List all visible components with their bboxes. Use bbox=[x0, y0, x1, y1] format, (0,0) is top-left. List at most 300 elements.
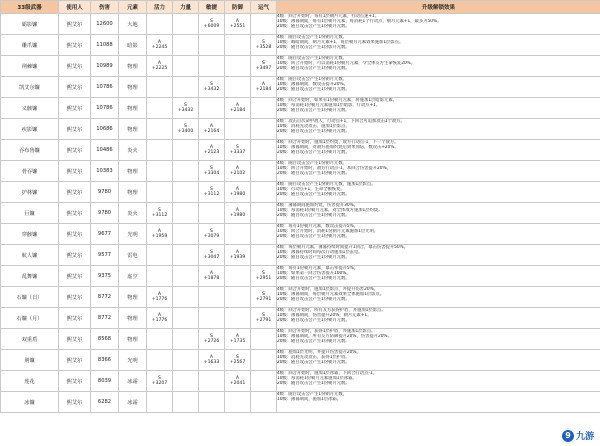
user-cell: 熙艾尔 bbox=[59, 371, 91, 392]
agility-value: S bbox=[210, 249, 213, 255]
vitality-value: +2245 bbox=[151, 45, 168, 50]
element-cell: 光明 bbox=[119, 224, 147, 245]
upgrade-effects-cell bbox=[277, 245, 600, 266]
luck-cell bbox=[251, 56, 277, 77]
table-row bbox=[1, 119, 600, 140]
table-body bbox=[1, 14, 600, 413]
agility-value: +3047 bbox=[203, 255, 220, 260]
table-row bbox=[1, 308, 600, 329]
defense-value: A bbox=[235, 102, 240, 108]
weapon-name-cell: 霸影镰 bbox=[1, 14, 59, 35]
luck-cell bbox=[251, 161, 277, 182]
agility-value: A bbox=[209, 354, 214, 360]
strength-cell bbox=[173, 245, 199, 266]
user-cell: 熙艾尔 bbox=[59, 203, 91, 224]
upgrade-effect-line: 4级：随目攻击会产生1份朝月元数。 bbox=[277, 35, 347, 40]
defense-value: A bbox=[235, 207, 240, 213]
luck-cell bbox=[251, 308, 277, 329]
luck-cell bbox=[251, 350, 277, 371]
defense-cell bbox=[225, 119, 251, 140]
element-cell: 物理 bbox=[119, 329, 147, 350]
table-row bbox=[1, 77, 600, 98]
upgrade-effect-line: 10级：行动点+1，生命全额恢复。 bbox=[277, 187, 345, 193]
agility-cell bbox=[199, 77, 225, 98]
vitality-cell bbox=[147, 98, 173, 119]
luck-value: S bbox=[262, 312, 265, 318]
element-cell: 暗影 bbox=[119, 35, 147, 56]
vitality-cell bbox=[147, 182, 173, 203]
luck-value: +3497 bbox=[255, 66, 272, 71]
vitality-cell bbox=[147, 329, 173, 350]
user-cell: 熙艾尔 bbox=[59, 119, 91, 140]
upgrade-effect-line: 20级：随目攻击会产生1份朝月元数。 bbox=[277, 255, 350, 261]
table-row bbox=[1, 140, 600, 161]
agility-cell bbox=[199, 224, 225, 245]
luck-value: +2791 bbox=[255, 318, 272, 323]
col-header-upgrade-effects: 升级解锁效果 bbox=[277, 1, 600, 14]
defense-value: +1735 bbox=[229, 339, 246, 344]
weapon-name-cell: 荆棘镰 bbox=[1, 56, 59, 77]
upgrade-effects-cell bbox=[277, 182, 600, 203]
weapon-name-cell: 护林镰 bbox=[1, 182, 59, 203]
agility-cell bbox=[199, 203, 225, 224]
vitality-cell bbox=[147, 266, 173, 287]
agility-cell bbox=[199, 56, 225, 77]
upgrade-effects-cell bbox=[277, 203, 600, 224]
upgrade-effect-line: 20级：随目攻击会产生1份朝月元数。 bbox=[277, 339, 350, 345]
luck-cell bbox=[251, 371, 277, 392]
damage-cell: 9677 bbox=[91, 224, 119, 245]
element-cell: 大地 bbox=[119, 14, 147, 35]
weapon-name-cell: 义骸镰 bbox=[1, 98, 59, 119]
damage-cell: 6282 bbox=[91, 392, 119, 413]
upgrade-effects-cell bbox=[277, 329, 600, 350]
vitality-cell bbox=[147, 140, 173, 161]
defense-value: +2184 bbox=[229, 108, 246, 113]
strength-cell bbox=[173, 392, 199, 413]
luck-cell bbox=[251, 392, 277, 413]
upgrade-effects-cell bbox=[277, 77, 600, 98]
table-row bbox=[1, 287, 600, 308]
weapon-name-cell: 疾影镰 bbox=[1, 119, 59, 140]
upgrade-effects-cell bbox=[277, 350, 600, 371]
weapon-name-cell: 雕爪镰 bbox=[1, 35, 59, 56]
defense-value: A bbox=[235, 186, 240, 192]
element-cell: 虚空 bbox=[119, 266, 147, 287]
element-cell: 物理 bbox=[119, 182, 147, 203]
agility-value: S bbox=[210, 333, 213, 339]
defense-cell bbox=[225, 224, 251, 245]
strength-cell bbox=[173, 140, 199, 161]
weapon-name-cell: 冰镰 bbox=[1, 392, 59, 413]
strength-cell bbox=[173, 98, 199, 119]
upgrade-effect-line: 20级：随目攻击会产生1份朝月元数。 bbox=[277, 192, 350, 198]
damage-cell: 10786 bbox=[91, 98, 119, 119]
upgrade-effect-line: 20级：随目攻击会产生1份影月元数。 bbox=[277, 45, 350, 51]
user-cell: 熙艾尔 bbox=[59, 56, 91, 77]
defense-cell bbox=[225, 98, 251, 119]
user-cell: 熙艾尔 bbox=[59, 287, 91, 308]
vitality-cell bbox=[147, 287, 173, 308]
damage-cell: 9375 bbox=[91, 266, 119, 287]
user-cell: 熙艾尔 bbox=[59, 182, 91, 203]
luck-cell bbox=[251, 329, 277, 350]
upgrade-effect-line: 10级：薄暮期间，每层朝月元素效果全体施加1层影点。 bbox=[277, 292, 385, 298]
user-cell: 熙艾尔 bbox=[59, 350, 91, 371]
damage-cell: 8039 bbox=[91, 371, 119, 392]
upgrade-effect-line: 4级：随目攻击会产生1份朝月元数。 bbox=[277, 392, 347, 397]
vitality-value: A bbox=[157, 291, 162, 297]
upgrade-effect-line: 10级：薄暮期间，每有1层朝月元素，每消耗1个行动点，朝月元素+1，最多为50%。 bbox=[277, 19, 442, 25]
defense-value: +2567 bbox=[229, 360, 246, 365]
upgrade-effect-line: 4级：回合开始时，获得1层护盾，并施加1层影点。 bbox=[277, 329, 376, 334]
user-cell: 熙艾尔 bbox=[59, 266, 91, 287]
upgrade-effect-line: 20级：随目攻击会产生1份朝月元数。 bbox=[277, 150, 350, 156]
jiuyou-logo-icon: 9 bbox=[562, 430, 574, 442]
strength-cell bbox=[173, 371, 199, 392]
luck-cell bbox=[251, 119, 277, 140]
upgrade-effect-line: 10级：回合开始时，敌方行动点-1，本回合伤害提升20%。 bbox=[277, 166, 391, 172]
weapon-name-cell: 双重盾 bbox=[1, 329, 59, 350]
luck-value: +2184 bbox=[255, 87, 272, 92]
weapon-name-cell: 荆镰 bbox=[1, 350, 59, 371]
strength-cell bbox=[173, 350, 199, 371]
upgrade-effect-line: 20级：随目攻击会产生1份朝月元数。 bbox=[277, 24, 350, 30]
element-cell: 物理 bbox=[119, 119, 147, 140]
damage-cell: 10786 bbox=[91, 77, 119, 98]
element-cell: 冰霜 bbox=[119, 392, 147, 413]
user-cell: 熙艾尔 bbox=[59, 329, 91, 350]
vitality-value: +3112 bbox=[151, 213, 168, 218]
upgrade-effect-line: 4级：回合开始时，施加1层冰霜，下回合行动点-1。 bbox=[277, 371, 377, 376]
agility-value: +3432 bbox=[203, 87, 220, 92]
upgrade-effect-line: 20级：随目攻击会产生1份朝月元数。 bbox=[277, 171, 350, 177]
user-cell: 熙艾尔 bbox=[59, 392, 91, 413]
upgrade-effect-line: 20级：随目攻击会产生1份朝月元数。 bbox=[277, 318, 350, 324]
strength-value: +3432 bbox=[177, 108, 194, 113]
luck-value: S bbox=[262, 39, 265, 45]
upgrade-effect-line: 20级：随目攻击会产生1份朝月元数。 bbox=[277, 381, 350, 387]
upgrade-effect-line: 4级：回合开始时，如果有1份朝月元素，将施加1层暗影元素。 bbox=[277, 98, 397, 103]
defense-cell bbox=[225, 350, 251, 371]
agility-cell bbox=[199, 182, 225, 203]
vitality-cell bbox=[147, 119, 173, 140]
vitality-value: +2225 bbox=[151, 66, 168, 71]
upgrade-effect-line: 10级：薄暮期间，伤害提升20%，朝月元素+1。 bbox=[277, 313, 372, 319]
strength-cell bbox=[173, 308, 199, 329]
strength-value: S bbox=[184, 123, 187, 129]
agility-cell bbox=[199, 35, 225, 56]
strength-cell bbox=[173, 56, 199, 77]
defense-value: A bbox=[235, 333, 240, 339]
element-cell: 冰霜 bbox=[119, 371, 147, 392]
user-cell: 熙艾尔 bbox=[59, 224, 91, 245]
weapon-name-cell: 航人镰 bbox=[1, 245, 59, 266]
luck-cell bbox=[251, 287, 277, 308]
weapon-name-cell: 莲花 bbox=[1, 371, 59, 392]
upgrade-effect-line: 10级：薄暮持续时间每次行动施加1层雷电。 bbox=[277, 250, 363, 256]
defense-cell bbox=[225, 287, 251, 308]
damage-cell: 9780 bbox=[91, 182, 119, 203]
upgrade-effect-line: 10级：消耗先攻攻击，施加1层影点。 bbox=[277, 124, 350, 130]
table-row bbox=[1, 245, 600, 266]
damage-cell: 8366 bbox=[91, 350, 119, 371]
upgrade-effects-cell bbox=[277, 161, 600, 182]
defense-cell bbox=[225, 182, 251, 203]
luck-cell bbox=[251, 203, 277, 224]
user-cell: 熙艾尔 bbox=[59, 98, 91, 119]
element-cell: 物理 bbox=[119, 77, 147, 98]
element-cell: 炎火 bbox=[119, 140, 147, 161]
table-row bbox=[1, 392, 600, 413]
strength-cell bbox=[173, 287, 199, 308]
upgrade-effects-cell bbox=[277, 371, 600, 392]
table-row bbox=[1, 98, 600, 119]
table-row bbox=[1, 266, 600, 287]
strength-cell bbox=[173, 203, 199, 224]
weapon-name-cell: 吞布鲁镰 bbox=[1, 140, 59, 161]
upgrade-effect-line: 4级：施加1层光明，并提升伤害提升20%。 bbox=[277, 350, 361, 355]
defense-cell bbox=[225, 161, 251, 182]
upgrade-effect-line: 4级：每有1份朝月元素，数攻击提升5%。 bbox=[277, 224, 359, 229]
agility-value: S bbox=[210, 228, 213, 234]
defense-value: A bbox=[235, 165, 240, 171]
upgrade-effects-cell bbox=[277, 392, 600, 413]
agility-value: +1633 bbox=[203, 360, 220, 365]
upgrade-effect-line: 10级：薄暮期间，对敌方施加灼烧后效果加倍，数攻击+20%。 bbox=[277, 145, 399, 151]
agility-value: A bbox=[209, 123, 214, 129]
col-header-damage: 伤害 bbox=[91, 1, 119, 14]
table-row bbox=[1, 14, 600, 35]
agility-cell bbox=[199, 308, 225, 329]
agility-value: +2123 bbox=[203, 150, 220, 155]
luck-cell bbox=[251, 140, 277, 161]
upgrade-effect-line: 4级：每有1份朝月元素，暴击率提升5%。 bbox=[277, 266, 359, 271]
upgrade-effect-line: 20级：随目攻击会产生1份朝月元数。 bbox=[277, 297, 350, 303]
col-header-element: 元素 bbox=[119, 1, 147, 14]
vitality-cell bbox=[147, 56, 173, 77]
damage-cell: 8772 bbox=[91, 287, 119, 308]
luck-value: S bbox=[262, 291, 265, 297]
defense-value: S bbox=[236, 354, 239, 360]
defense-value: +2551 bbox=[229, 24, 246, 29]
agility-cell bbox=[199, 161, 225, 182]
vitality-value: +3207 bbox=[151, 381, 168, 386]
defense-cell bbox=[225, 245, 251, 266]
upgrade-effects-cell bbox=[277, 140, 600, 161]
user-cell: 熙艾尔 bbox=[59, 140, 91, 161]
agility-value: +2726 bbox=[203, 339, 220, 344]
vitality-value: S bbox=[158, 375, 161, 381]
upgrade-effect-line: 10级：每消耗1份朝月元素施加1层冰霜。 bbox=[277, 376, 357, 382]
vitality-cell bbox=[147, 161, 173, 182]
upgrade-effect-line: 4级：回合开始时，施加1层影点，并提升伤害20%。 bbox=[277, 287, 378, 292]
agility-value: S bbox=[210, 165, 213, 171]
strength-cell bbox=[173, 266, 199, 287]
strength-cell bbox=[173, 182, 199, 203]
upgrade-effect-line: 10级：回合开始时，消耗1份朝月元素施加1层光明。 bbox=[277, 229, 379, 235]
upgrade-effect-line: 20级：随目攻击会产生1份朝月元数。 bbox=[277, 360, 350, 366]
luck-cell bbox=[251, 224, 277, 245]
luck-cell bbox=[251, 14, 277, 35]
upgrade-effect-line: 10级：晦暗期间，朝月元素+1，每层朝月元素效果施加1层影点。 bbox=[277, 40, 404, 46]
agility-cell bbox=[199, 245, 225, 266]
agility-value: +2164 bbox=[203, 129, 220, 134]
strength-cell bbox=[173, 161, 199, 182]
upgrade-effect-line: 20级：随目攻击会产生1份朝月元数。 bbox=[277, 66, 350, 72]
luck-cell bbox=[251, 98, 277, 119]
agility-value: S bbox=[210, 81, 213, 87]
defense-value: +1980 bbox=[229, 192, 246, 197]
upgrade-effect-line: 10级：薄暮期间，所有友方防御提升20%，伤害提升20%。 bbox=[277, 334, 392, 340]
defense-value: S bbox=[236, 144, 239, 150]
upgrade-effect-line: 4级：随目攻击会产生1份朝月元数。 bbox=[277, 56, 347, 61]
col-header-defense: 防御 bbox=[225, 1, 251, 14]
defense-value: A bbox=[235, 18, 240, 24]
damage-cell: 8772 bbox=[91, 308, 119, 329]
strength-cell bbox=[173, 224, 199, 245]
damage-cell: 9577 bbox=[91, 245, 119, 266]
upgrade-effect-line: 20级：随目攻击会产生1份朝月元数。 bbox=[277, 234, 350, 240]
element-cell: 物理 bbox=[119, 98, 147, 119]
vitality-cell bbox=[147, 77, 173, 98]
upgrade-effect-line: 4级：攻击首次命中敌人，行动点+1，下回合可追加攻击1个敌方。 bbox=[277, 119, 405, 124]
strength-cell bbox=[173, 329, 199, 350]
agility-value: +6009 bbox=[203, 24, 220, 29]
defense-cell bbox=[225, 56, 251, 77]
weapon-name-cell: 石镰（月） bbox=[1, 308, 59, 329]
defense-value: +1980 bbox=[229, 213, 246, 218]
agility-value: S bbox=[210, 18, 213, 24]
agility-cell bbox=[199, 14, 225, 35]
luck-value: +2791 bbox=[255, 297, 272, 302]
agility-value: A bbox=[209, 270, 214, 276]
table-row bbox=[1, 35, 600, 56]
col-header-user: 使用人 bbox=[59, 1, 91, 14]
strength-value: +3400 bbox=[177, 129, 194, 134]
upgrade-effect-line: 10级：回合开始时，可以消耗1份朝月元素，令全体友方生命恢复20%。 bbox=[277, 61, 416, 67]
user-cell: 熙艾尔 bbox=[59, 308, 91, 329]
upgrade-effect-line: 20级：随目攻击会产生1份朝月元数。 bbox=[277, 129, 350, 135]
defense-cell bbox=[225, 392, 251, 413]
upgrade-effect-line: 10级：消耗先攻攻击，获得1层护盾。 bbox=[277, 355, 350, 361]
agility-cell bbox=[199, 287, 225, 308]
col-header-agility: 敏捷 bbox=[199, 1, 225, 14]
col-header-vitality: 活力 bbox=[147, 1, 173, 14]
agility-value: +3079 bbox=[203, 234, 220, 239]
defense-value: A bbox=[235, 375, 240, 381]
defense-value: +1939 bbox=[229, 255, 246, 260]
vitality-cell bbox=[147, 371, 173, 392]
vitality-cell bbox=[147, 392, 173, 413]
table-row bbox=[1, 224, 600, 245]
vitality-value: A bbox=[157, 312, 162, 318]
luck-cell bbox=[251, 35, 277, 56]
agility-value: S bbox=[210, 186, 213, 192]
vitality-value: A bbox=[157, 39, 162, 45]
upgrade-effect-line: 20级：随目攻击会产生1份朝月元数。 bbox=[277, 87, 350, 93]
vitality-cell bbox=[147, 35, 173, 56]
luck-value: S bbox=[262, 270, 265, 276]
defense-cell bbox=[225, 14, 251, 35]
upgrade-effect-line: 20级：随目攻击会产生1份朝月元数。 bbox=[277, 108, 350, 114]
defense-cell bbox=[225, 203, 251, 224]
header-row bbox=[1, 1, 600, 14]
agility-cell bbox=[199, 266, 225, 287]
damage-cell: 12600 bbox=[91, 14, 119, 35]
table-row bbox=[1, 371, 600, 392]
element-cell: 光明 bbox=[119, 350, 147, 371]
col-header-luck: 运气 bbox=[251, 1, 277, 14]
luck-cell bbox=[251, 182, 277, 203]
vitality-cell bbox=[147, 224, 173, 245]
upgrade-effects-cell bbox=[277, 14, 600, 35]
defense-value: +2102 bbox=[229, 171, 246, 176]
damage-cell: 10686 bbox=[91, 119, 119, 140]
defense-cell bbox=[225, 77, 251, 98]
strength-value: S bbox=[184, 102, 187, 108]
watermark-text: 九游 bbox=[575, 432, 594, 442]
luck-value: +2951 bbox=[255, 276, 272, 281]
weapon-name-cell: 骨吞镰 bbox=[1, 161, 59, 182]
agility-cell bbox=[199, 392, 225, 413]
strength-cell bbox=[173, 119, 199, 140]
upgrade-effect-line: 10级：每消耗1份朝月元素施加1层暗影，行动点+1。 bbox=[277, 103, 381, 109]
vitality-value: S bbox=[158, 207, 161, 213]
luck-value: A bbox=[261, 81, 266, 87]
user-cell: 熙艾尔 bbox=[59, 77, 91, 98]
upgrade-effect-line: 10级：如果第一回合伤害提升100%。 bbox=[277, 271, 351, 277]
upgrade-effects-cell bbox=[277, 98, 600, 119]
element-cell: 雷电 bbox=[119, 245, 147, 266]
upgrade-effect-line: 10级：薄暮期间，数攻击提升20%。 bbox=[277, 82, 348, 88]
vitality-value: A bbox=[157, 228, 162, 234]
strength-cell bbox=[173, 77, 199, 98]
element-cell: 物理 bbox=[119, 161, 147, 182]
vitality-value: +1776 bbox=[151, 318, 168, 323]
col-header-weapon: 33级武器 bbox=[1, 1, 59, 14]
vitality-cell bbox=[147, 308, 173, 329]
user-cell: 熙艾尔 bbox=[59, 245, 91, 266]
upgrade-effect-line: 4级：回合开始时，所有友方获得护盾，并施加1层影点。 bbox=[277, 308, 386, 313]
damage-cell: 9780 bbox=[91, 203, 119, 224]
damage-cell: 11088 bbox=[91, 35, 119, 56]
upgrade-effect-line: 4级：薄暮期间施加灼烧，伤害提升30%。 bbox=[277, 203, 359, 208]
agility-value: +3304 bbox=[203, 171, 220, 176]
luck-cell bbox=[251, 77, 277, 98]
upgrade-effect-line: 10级：薄暮期间，施加1层冰霜。 bbox=[277, 397, 342, 403]
agility-cell bbox=[199, 98, 225, 119]
upgrade-effects-cell bbox=[277, 56, 600, 77]
agility-value: +3112 bbox=[203, 192, 220, 197]
upgrade-effect-line: 4级：随目攻击会产生1份朝月元数，施加1层影点。 bbox=[277, 182, 376, 187]
defense-cell bbox=[225, 140, 251, 161]
agility-value: +1878 bbox=[203, 276, 220, 281]
damage-cell: 8568 bbox=[91, 329, 119, 350]
user-cell: 熙艾尔 bbox=[59, 35, 91, 56]
element-cell: 炎火 bbox=[119, 203, 147, 224]
table-row bbox=[1, 56, 600, 77]
vitality-cell bbox=[147, 245, 173, 266]
luck-cell bbox=[251, 266, 277, 287]
luck-value: +3528 bbox=[255, 45, 272, 50]
vitality-cell bbox=[147, 203, 173, 224]
element-cell: 物理 bbox=[119, 56, 147, 77]
vitality-cell bbox=[147, 350, 173, 371]
upgrade-effect-line: 4级：随目攻击会产生1份朝月元数。 bbox=[277, 161, 347, 166]
upgrade-effect-line: 4级：回合开始时，每有1层朝月元素，行动点速+1。 bbox=[277, 14, 380, 19]
upgrade-effect-line: 4级：回合开始时，施加1层灼烧，敌方行动点-1，下一个敌方。 bbox=[277, 140, 399, 145]
